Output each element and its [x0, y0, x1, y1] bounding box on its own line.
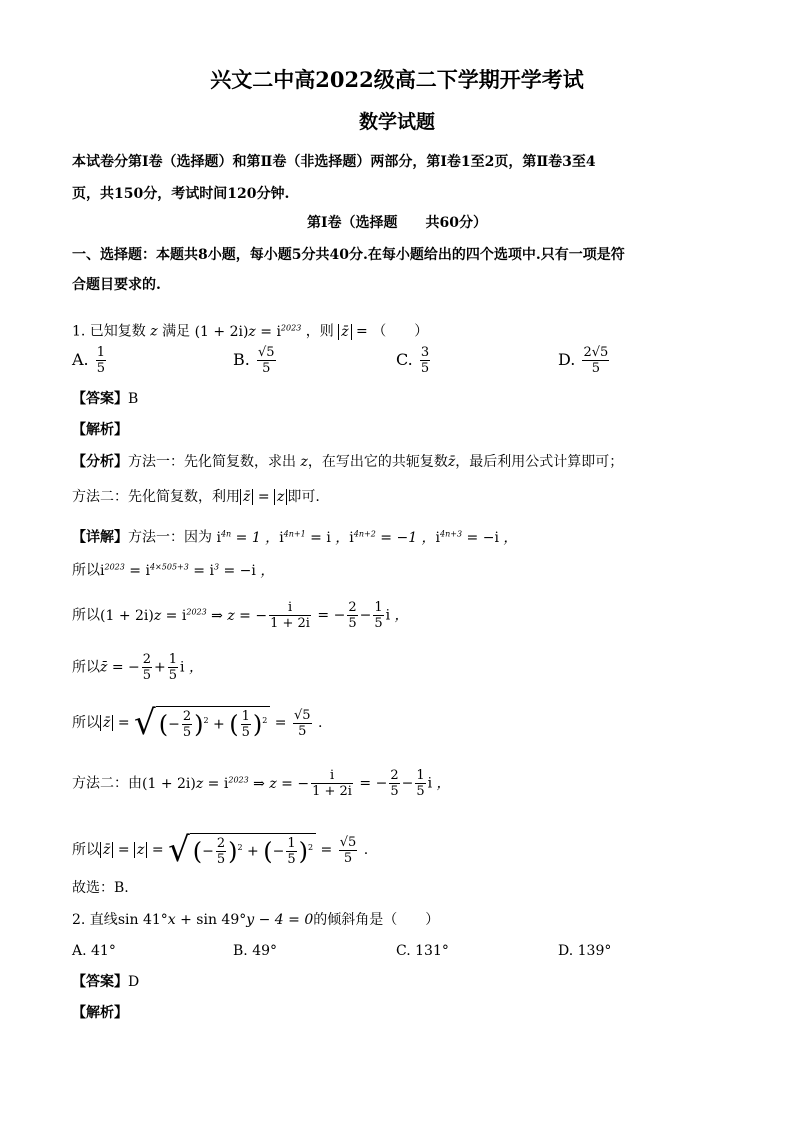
option-fraction: $\frac{1}{5}$ [96, 345, 106, 376]
question-1-stem: 1. 已知复数 z 满足 $(1 + 2i)z = i^{2023}$ ，则 z̄ = （ ） [72, 323, 429, 340]
q2-option-c[interactable]: C. 131° [396, 943, 449, 959]
q1-method2-solution: 方法二：由$(1 + 2i)z = i^{2023}$ ⇒ z = − $\frac{i}{1 + 2i}$ = − $\frac{2}{5}$ − $\frac{1}{5}$ i ， [72, 768, 451, 799]
q2-answer-line [72, 972, 139, 992]
q1-conclusion: 故选：B. [72, 880, 129, 896]
q1-fenxi-line: 【分析】方法一：先化简复数，求出 z，在写出它的共轭复数z̄，最后利用公式计算即可； [72, 454, 624, 470]
option-fraction: $\frac{√5}{5}$ [257, 345, 275, 376]
q1-tail: （ ） [372, 323, 429, 340]
q1-option-a[interactable] [72, 345, 108, 376]
answer-tag: 【答案】 [72, 974, 128, 990]
fenxi-tag: 【分析】 [72, 454, 128, 470]
q1-option-c[interactable] [396, 345, 432, 376]
intro-line-1: 本试卷分第Ⅰ卷（选择题）和第Ⅱ卷（非选择题）两部分，第Ⅰ卷1至2页，第Ⅱ卷3至4 [72, 154, 596, 170]
math-z: z [150, 323, 158, 340]
q1-option-b[interactable] [233, 345, 278, 376]
option-letter: D. [558, 350, 576, 369]
q1-option-d[interactable] [558, 345, 611, 376]
exam-title: 兴文二中高2022级高二下学期开学考试 [210, 67, 584, 92]
q1-prefix: 1. 已知复数 [72, 323, 146, 340]
option-letter: B. [233, 350, 250, 369]
q2-analysis-tag: 【解析】 [72, 1005, 128, 1021]
q1-step-3: 所以z̄ = − $\frac{2}{5}$ + $\frac{1}{5}$ i ， [72, 652, 203, 683]
q1-detail-line: 【详解】方法一：因为 $i^{4n} = 1$ ，$i^{4n+1} = i$ ，$i^{4n+2} = -1$ ，$i^{4n+3} = -i$ ， [72, 529, 518, 546]
q2-option-b[interactable]: B. 49° [233, 943, 278, 959]
intro-line-2: 页，共150分，考试时间120分钟. [72, 186, 290, 202]
math-equation: $(1 + 2i)z = i^{2023}$ [194, 323, 302, 340]
section-heading: 第Ⅰ卷（选择题 共60分） [306, 215, 488, 231]
q2-option-d[interactable]: D. 139° [558, 943, 612, 959]
section-instruction-1: 一、选择题：本题共8小题，每小题5分共40分.在每小题给出的四个选项中.只有一项是符 [72, 247, 625, 263]
q2-option-a[interactable]: A. 41° [72, 943, 116, 959]
option-fraction: $\frac{2√5}{5}$ [583, 345, 609, 376]
q1-mid: 满足 [162, 323, 191, 340]
math-abs-z-bar: z̄ [338, 324, 351, 340]
option-letter: A. [72, 350, 89, 369]
q1-suffix: ，则 [305, 323, 334, 340]
answer-value: B [128, 391, 139, 407]
q1-step-1: 所以$i^{2023} = i^{4\times 505+3} = i^3 = -i$ ， [72, 562, 275, 579]
detail-tag: 【详解】 [72, 529, 128, 546]
q1-analysis-tag: 【解析】 [72, 422, 128, 438]
q1-method2-line: 方法二：先化简复数，利用 z̄ = z 即可. [72, 489, 320, 505]
option-fraction: $\frac{3}{5}$ [420, 345, 430, 376]
q1-step-2: 所以$(1 + 2i)z = i^{2023}$ ⇒ z = − $\frac{i}{1 + 2i}$ = − $\frac{2}{5}$ − $\frac{1}{5}$ i ， [72, 600, 409, 631]
q1-step-4: 所以 z̄ = √ (− $\frac{2}{5}$ )$^2$ + ( $\frac{1}{5}$ )$^2$ = $\frac{√5}{5}$ . [72, 703, 323, 743]
answer-tag: 【答案】 [72, 391, 128, 407]
exam-subtitle: 数学试题 [358, 111, 435, 133]
q1-answer-line [72, 389, 138, 409]
q1-method2-result: 所以 z̄ = z = √ (− $\frac{2}{5}$ )$^2$ + (− $\frac{1}{5}$ )$^2$ = $\frac{√5}{5}$ . [72, 830, 369, 870]
option-letter: C. [396, 350, 413, 369]
answer-value: D [128, 974, 140, 990]
question-2-stem: 2. 直线sin 41°x + sin 49°y − 4 = 0的倾斜角是（ ） [72, 912, 440, 928]
section-instruction-2: 合题目要求的. [72, 277, 161, 293]
